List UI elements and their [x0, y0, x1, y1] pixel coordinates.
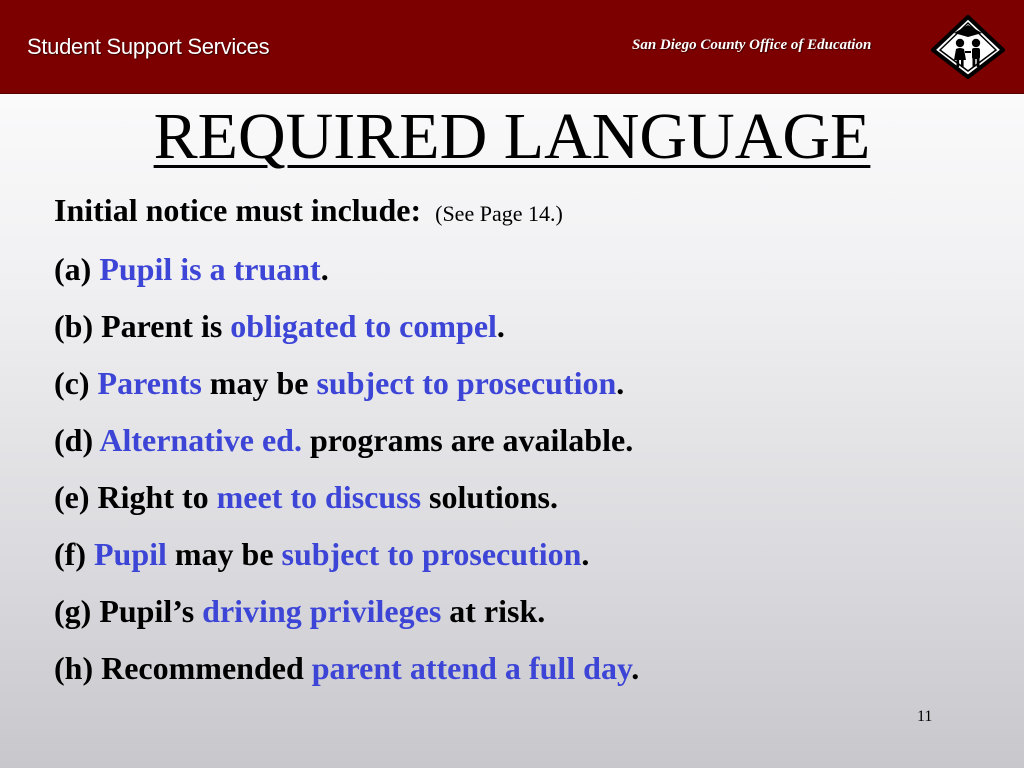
page-number: 11 — [917, 708, 933, 725]
item-text: . — [616, 365, 625, 401]
item-text: (b) Parent is — [54, 308, 231, 344]
item-text: . — [496, 308, 505, 344]
item-text: (h) Recommended — [54, 650, 312, 686]
highlighted-text: meet to discuss — [216, 479, 422, 515]
item-text: may be — [201, 365, 317, 401]
slide-title: REQUIRED LANGUAGE — [153, 100, 871, 173]
highlighted-text: Parents — [97, 365, 202, 401]
item-text: . — [581, 536, 590, 572]
item-text: . — [320, 251, 329, 287]
intro-text: Initial notice must include: — [54, 192, 422, 228]
highlighted-text: parent attend a full day — [311, 650, 632, 686]
item-text: solutions. — [421, 479, 558, 515]
list-item — [54, 305, 639, 362]
item-text: programs are available. — [301, 422, 634, 458]
highlighted-text: Pupil — [93, 536, 167, 572]
list-item — [54, 362, 639, 419]
item-text: at risk. — [441, 593, 546, 629]
list-item — [54, 248, 639, 305]
requirements-list — [54, 248, 639, 704]
item-text: (e) Right to — [54, 479, 217, 515]
highlighted-text: obligated to compel — [230, 308, 497, 344]
header-banner — [0, 0, 1024, 94]
list-item — [54, 590, 639, 647]
list-item — [54, 533, 639, 590]
item-text: (d) — [54, 422, 100, 458]
item-text: (a) — [54, 251, 100, 287]
intro-line — [54, 192, 563, 229]
list-item — [54, 647, 639, 704]
highlighted-text: subject to prosecution — [281, 536, 582, 572]
page-reference: (See Page 14.) — [435, 201, 563, 226]
item-text: (c) — [54, 365, 98, 401]
item-text: . — [631, 650, 640, 686]
list-item — [54, 476, 639, 533]
highlighted-text: Pupil is a truant — [99, 251, 321, 287]
highlighted-text: driving privileges — [202, 593, 442, 629]
list-item — [54, 419, 639, 476]
highlighted-text: subject to prosecution — [316, 365, 617, 401]
item-text: (g) Pupil’s — [54, 593, 203, 629]
children-school-icon — [930, 14, 1006, 80]
highlighted-text: Alternative ed. — [99, 422, 302, 458]
item-text: may be — [166, 536, 282, 572]
section-title: Student Support Services — [27, 34, 270, 59]
organization-name: San Diego County Office of Education — [632, 37, 872, 53]
item-text: (f) — [54, 536, 94, 572]
